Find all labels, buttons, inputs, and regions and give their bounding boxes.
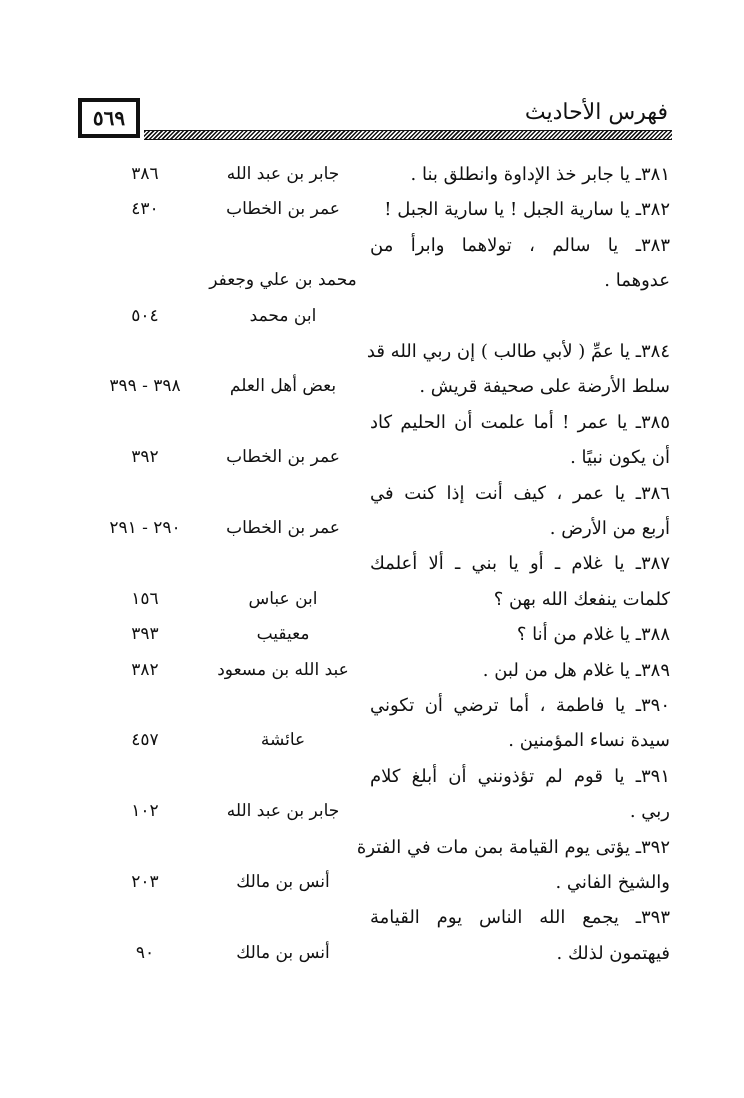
page-ref: ٩٠ bbox=[135, 942, 155, 963]
narrator: محمد بن علي وجعفر bbox=[209, 270, 357, 291]
narrator: ابن عباس bbox=[248, 588, 318, 609]
page-ref: ٢٠٣ bbox=[131, 872, 159, 892]
index-row bbox=[90, 868, 670, 904]
index-row bbox=[90, 479, 670, 515]
header-rule bbox=[144, 130, 672, 140]
narrator: أنس بن مالك bbox=[236, 872, 330, 892]
narrator: معيقيب bbox=[256, 624, 310, 645]
index-row bbox=[90, 585, 670, 621]
page-number: ٥٦٩ bbox=[78, 98, 140, 138]
hadith-text: ٣٩٣ـ يجمع الله الناس يوم القيامة bbox=[370, 907, 670, 929]
index-row bbox=[90, 443, 670, 479]
page-ref: ٤٥٧ bbox=[131, 730, 159, 751]
page-title: فهرس الأحاديث bbox=[524, 100, 668, 125]
narrator: جابر بن عبد الله bbox=[226, 164, 340, 184]
index-row bbox=[90, 833, 670, 869]
hadith-text: كلمات ينفعك الله بهن ؟ bbox=[493, 588, 670, 610]
narrator: عبد الله بن مسعود bbox=[217, 659, 349, 680]
index-row bbox=[90, 408, 670, 444]
page-ref: ١٠٢ bbox=[131, 801, 159, 822]
hadith-text: فيهتمون لذلك . bbox=[556, 942, 670, 964]
index-row bbox=[90, 266, 670, 302]
index-row bbox=[90, 514, 670, 550]
index-row bbox=[90, 691, 670, 727]
page-ref: ٣٨٢ bbox=[131, 659, 159, 680]
hadith-text: ٣٨٨ـ يا غلام من أنا ؟ bbox=[516, 624, 670, 646]
page-ref: ٣٩٣ bbox=[131, 624, 159, 645]
hadith-text: ٣٩١ـ يا قوم لم تؤذونني أن أبلغ كلام bbox=[370, 765, 670, 787]
page-ref: ٣٨٦ bbox=[131, 164, 159, 184]
page-ref: ٢٩٠ - ٢٩١ bbox=[109, 518, 181, 538]
index-row bbox=[90, 939, 670, 975]
narrator: عمر بن الخطاب bbox=[226, 518, 340, 538]
index-row bbox=[90, 160, 670, 196]
index-row bbox=[90, 726, 670, 762]
page-header bbox=[78, 98, 672, 140]
index-row bbox=[90, 372, 670, 408]
hadith-text: سلط الأرضة على صحيفة قريش . bbox=[419, 376, 670, 398]
page-ref: ٣٩٢ bbox=[131, 447, 159, 468]
narrator: جابر بن عبد الله bbox=[226, 801, 340, 822]
hadith-text: ٣٨٢ـ يا سارية الجبل ! يا سارية الجبل ! bbox=[384, 199, 670, 221]
index-row bbox=[90, 195, 670, 231]
hadith-text: ٣٨٣ـ يا سالم ، تولاهما وابرأ من bbox=[370, 234, 670, 256]
page-ref: ٣٩٨ - ٣٩٩ bbox=[109, 376, 181, 397]
hadith-text: ٣٨٦ـ يا عمر ، كيف أنت إذا كنت في bbox=[370, 482, 670, 504]
narrator: عمر بن الخطاب bbox=[226, 199, 340, 220]
narrator: ابن محمد bbox=[249, 305, 317, 326]
page-ref: ٥٠٤ bbox=[131, 305, 159, 326]
index-row bbox=[90, 797, 670, 833]
narrator: بعض أهل العلم bbox=[229, 376, 337, 397]
index-row bbox=[90, 620, 670, 656]
index-row bbox=[90, 903, 670, 939]
hadith-text: ٣٨٩ـ يا غلام هل من لبن . bbox=[482, 659, 670, 681]
index-row bbox=[90, 231, 670, 267]
hadith-text: أربع من الأرض . bbox=[549, 518, 670, 539]
hadith-text: ٣٩٠ـ يا فاطمة ، أما ترضي أن تكوني bbox=[370, 695, 670, 716]
hadith-text: ٣٨١ـ يا جابر خذ الإداوة وانطلق بنا . bbox=[410, 164, 670, 185]
hadith-text: ربي . bbox=[629, 801, 670, 823]
hadith-text: ٣٩٢ـ يؤتى يوم القيامة بمن مات في الفترة bbox=[356, 836, 670, 858]
hadith-text: عدوهما . bbox=[604, 270, 670, 292]
index-row bbox=[90, 762, 670, 798]
hadith-text: سيدة نساء المؤمنين . bbox=[508, 730, 670, 752]
hadith-text: ٣٨٤ـ يا عمِّ ( لأبي طالب ) إن ربي الله قد bbox=[366, 341, 670, 362]
index-row bbox=[90, 549, 670, 585]
hadith-text: والشيخ الفاني . bbox=[555, 872, 670, 893]
index-row bbox=[90, 656, 670, 692]
narrator: عمر بن الخطاب bbox=[226, 447, 340, 468]
index-row bbox=[90, 337, 670, 373]
hadith-text: ٣٨٥ـ يا عمر ! أما علمت أن الحليم كاد bbox=[370, 411, 670, 433]
page-ref: ٤٣٠ bbox=[131, 199, 159, 220]
index-row bbox=[90, 302, 670, 338]
page-ref: ١٥٦ bbox=[131, 588, 159, 609]
narrator: أنس بن مالك bbox=[236, 942, 330, 963]
narrator: عائشة bbox=[260, 730, 306, 751]
hadith-text: أن يكون نبيًا . bbox=[570, 447, 670, 469]
hadith-text: ٣٨٧ـ يا غلام ـ أو يا بني ـ ألا أعلمك bbox=[370, 553, 670, 575]
